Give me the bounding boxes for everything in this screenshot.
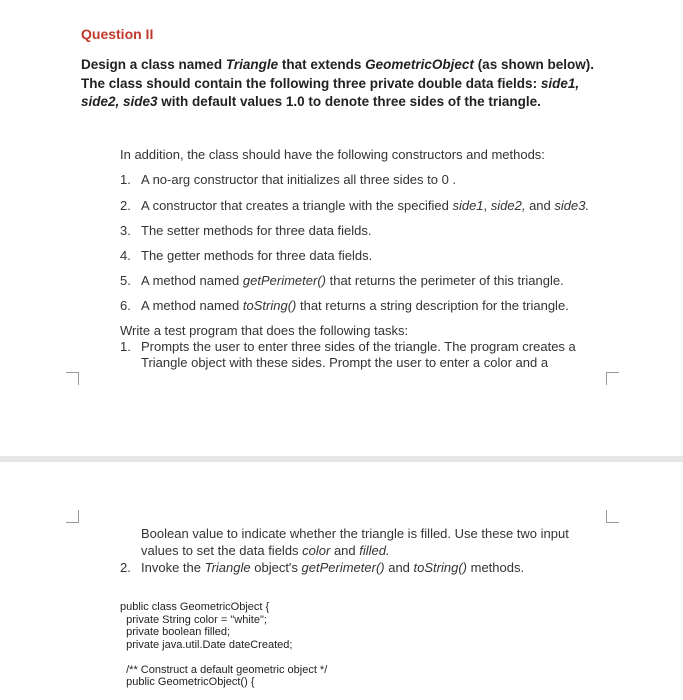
page-corner-mark	[66, 510, 79, 523]
list-item: 2. A constructor that creates a triangle with the specified side1, side2, and side3.	[120, 198, 590, 213]
task-item: Boolean value to indicate whether the triangle is filled. Use these two input values to set the data fields color and filled.	[141, 526, 569, 558]
test-program-block	[120, 323, 620, 371]
code-block	[120, 601, 327, 689]
task-continuation	[120, 525, 600, 576]
addition-paragraph: In addition, the class should have the following constructors and methods:	[120, 147, 545, 162]
page-corner-mark	[606, 510, 619, 523]
code-line: public class GeometricObject {	[120, 601, 270, 613]
question-title: Question II	[81, 26, 154, 42]
list-item: 6. A method named toString() that returns a string description for the triangle.	[120, 298, 569, 313]
task-item: 1. Prompts the user to enter three sides of the triangle. The program creates a Triangle object with these sides. Prompt the user to enter a color and a	[120, 339, 576, 370]
page-corner-mark	[606, 372, 619, 385]
code-line: private String color = "white";	[120, 613, 267, 626]
list-item: 1. A no-arg constructor that initializes all three sides to 0 .	[120, 172, 457, 187]
list-item: 5. A method named getPerimeter() that returns the perimeter of this triangle.	[120, 273, 564, 288]
intro-paragraph: Design a class named Triangle that extends GeometricObject (as shown below). The class should contain the following three private double data fields: side1, side2, side3 with default values 1.0 to denote three sides of the triangle.	[81, 57, 594, 109]
code-line: public GeometricObject() {	[120, 676, 255, 688]
list-item: 3. The setter methods for three data fields.	[120, 223, 372, 238]
page-corner-mark	[66, 372, 79, 385]
test-heading: Write a test program that does the following tasks:	[120, 323, 409, 338]
code-line: private java.util.Date dateCreated;	[120, 638, 293, 651]
code-line: private boolean filled;	[120, 626, 231, 638]
task-item: 2. Invoke the Triangle object's getPerimeter() and toString() methods.	[120, 560, 525, 575]
list-item: 4. The getter methods for three data fields.	[120, 248, 373, 263]
code-line: /** Construct a default geometric object */	[120, 663, 328, 676]
document-page-2	[0, 462, 683, 700]
code-line	[120, 651, 327, 664]
